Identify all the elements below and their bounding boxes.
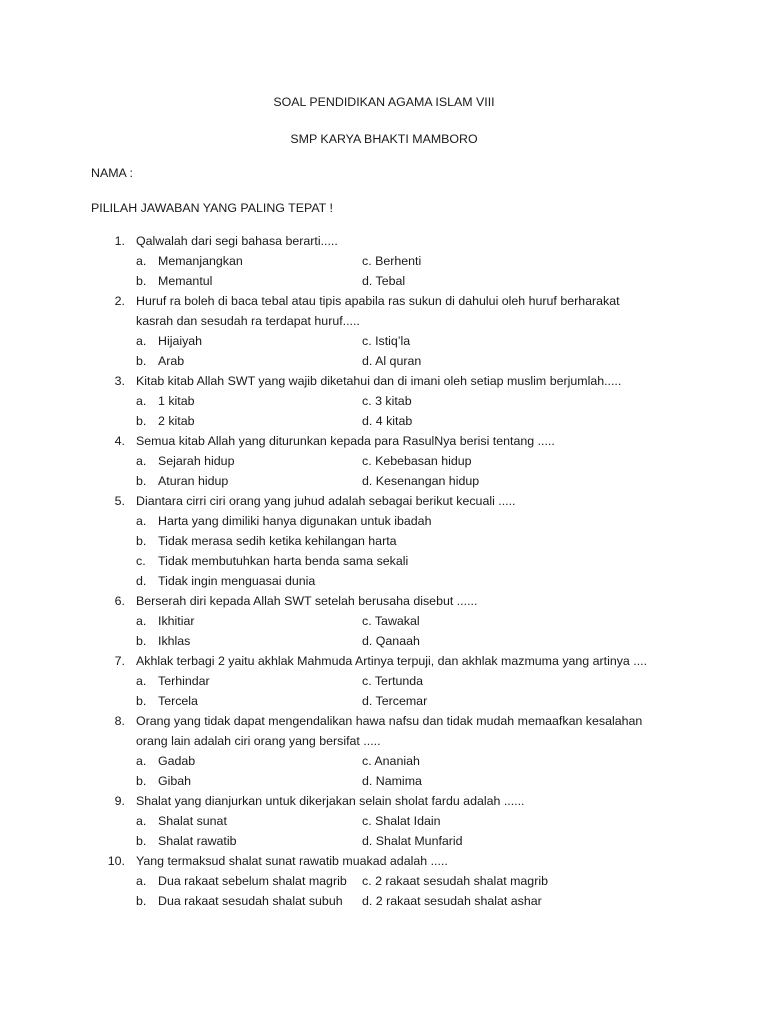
answer-options <box>0 611 768 651</box>
option-text-right: c. Ananiah <box>362 754 420 768</box>
option-text: Harta yang dimiliki hanya digunakan untuk ibadah <box>158 514 432 528</box>
option-text-right: d. Namima <box>362 774 422 788</box>
name-label: NAMA : <box>91 166 133 180</box>
option-text: Aturan hidup <box>158 474 229 488</box>
option-text-right: c. Shalat Idain <box>362 814 441 828</box>
option-text: 1 kitab <box>158 394 195 408</box>
option-text-right: c. Tawakal <box>362 614 420 628</box>
answer-option-row <box>0 771 768 791</box>
option-text: Tidak ingin menguasai dunia <box>158 574 316 588</box>
question-text: Yang termaksud shalat sunat rawatib muakad adalah ..... <box>136 854 448 868</box>
question-item <box>0 791 768 851</box>
option-text-right: c. 2 rakaat sesudah shalat magrib <box>362 874 548 888</box>
option-text: Shalat rawatib <box>158 834 237 848</box>
question-text: Qalwalah dari segi bahasa berarti..... <box>136 234 338 248</box>
answer-option-row <box>0 351 768 371</box>
option-letter: a. <box>136 614 147 628</box>
option-text: Arab <box>158 354 185 368</box>
question-number: 3. <box>114 374 125 388</box>
option-letter: a. <box>136 334 147 348</box>
answer-options <box>0 251 768 291</box>
answer-option-row <box>0 671 768 691</box>
option-letter: a. <box>136 394 147 408</box>
answer-option-row <box>0 611 768 631</box>
answer-option-row <box>0 691 768 711</box>
option-text: Tidak merasa sedih ketika kehilangan harta <box>158 534 397 548</box>
option-letter: b. <box>136 694 147 708</box>
question-item <box>0 651 768 711</box>
option-text: Dua rakaat sesudah shalat subuh <box>158 894 343 908</box>
question-item <box>0 851 768 911</box>
answer-option-row <box>0 271 768 291</box>
answer-options <box>0 331 768 371</box>
question-number: 2. <box>114 294 125 308</box>
answer-option-row <box>0 331 768 351</box>
option-text-right: d. Tebal <box>362 274 406 288</box>
answer-option-row <box>0 511 768 531</box>
option-text: Ikhitiar <box>158 614 195 628</box>
question-item <box>0 431 768 491</box>
option-text-right: d. Qanaah <box>362 634 420 648</box>
answer-options <box>0 671 768 711</box>
option-letter: a. <box>136 454 147 468</box>
option-text: Hijaiyah <box>158 334 203 348</box>
option-letter: b. <box>136 474 147 488</box>
instruction-text: PILILAH JAWABAN YANG PALING TEPAT ! <box>91 201 333 215</box>
option-letter: a. <box>136 674 147 688</box>
answer-option-row <box>0 531 768 551</box>
question-text: Shalat yang dianjurkan untuk dikerjakan selain sholat fardu adalah ...... <box>136 794 525 808</box>
question-text: Orang yang tidak dapat mengendalikan hawa nafsu dan tidak mudah memaafkan kesalahan orang lain adalah ciri orang yang bersifat ..... <box>136 714 643 748</box>
school-name: SMP KARYA BHAKTI MAMBORO <box>290 132 478 146</box>
option-text: Gadab <box>158 754 196 768</box>
option-text: Dua rakaat sebelum shalat magrib <box>158 874 347 888</box>
option-letter: b. <box>136 274 147 288</box>
answer-option-row <box>0 891 768 911</box>
option-text: Memantul <box>158 274 213 288</box>
question-item <box>0 231 768 291</box>
answer-option-row <box>0 391 768 411</box>
question-number: 8. <box>114 714 125 728</box>
option-text: Tidak membutuhkan harta benda sama sekali <box>158 554 409 568</box>
question-text: Huruf ra boleh di baca tebal atau tipis apabila ras sukun di dahului oleh huruf berharakat kasrah dan sesudah ra terdapat huruf..... <box>136 294 620 328</box>
question-number: 6. <box>114 594 125 608</box>
answer-option-row <box>0 811 768 831</box>
answer-option-row <box>0 831 768 851</box>
option-letter: a. <box>136 814 147 828</box>
answer-options <box>0 391 768 431</box>
question-item <box>0 711 768 791</box>
option-letter: c. <box>136 554 146 568</box>
option-letter: d. <box>136 574 147 588</box>
option-text-right: c. Tertunda <box>362 674 424 688</box>
answer-option-row <box>0 751 768 771</box>
option-letter: b. <box>136 894 147 908</box>
question-number: 4. <box>114 434 125 448</box>
option-text-right: c. Kebebasan hidup <box>362 454 472 468</box>
answer-option-row <box>0 251 768 271</box>
option-text: 2 kitab <box>158 414 195 428</box>
question-number: 5. <box>114 494 125 508</box>
option-letter: b. <box>136 634 147 648</box>
option-letter: a. <box>136 874 147 888</box>
option-letter: b. <box>136 834 147 848</box>
question-item <box>0 491 768 591</box>
question-number: 1. <box>114 234 125 248</box>
option-text: Tercela <box>158 694 198 708</box>
question-number: 7. <box>114 654 125 668</box>
option-text-right: c. Istiq’la <box>362 334 411 348</box>
option-text-right: c. 3 kitab <box>362 394 412 408</box>
question-text: Kitab kitab Allah SWT yang wajib diketahui dan di imani oleh setiap muslim berjumlah..... <box>136 374 622 388</box>
answer-options <box>0 871 768 911</box>
question-list <box>0 231 768 911</box>
question-text: Akhlak terbagi 2 yaitu akhlak Mahmuda Artinya terpuji, dan akhlak mazmuma yang artinya .... <box>136 654 648 668</box>
question-number: 10. <box>107 854 125 868</box>
option-text: Ikhlas <box>158 634 191 648</box>
option-letter: b. <box>136 414 147 428</box>
option-text-right: d. 4 kitab <box>362 414 413 428</box>
option-text: Terhindar <box>158 674 210 688</box>
answer-option-row <box>0 571 768 591</box>
answer-options <box>0 751 768 791</box>
document-title: SOAL PENDIDIKAN AGAMA ISLAM VIII <box>273 95 495 109</box>
option-letter: b. <box>136 774 147 788</box>
option-letter: a. <box>136 514 147 528</box>
answer-options <box>0 811 768 851</box>
question-text: Diantara cirri ciri orang yang juhud adalah sebagai berikut kecuali ..... <box>136 494 516 508</box>
option-text-right: d. Shalat Munfarid <box>362 834 463 848</box>
option-text: Shalat sunat <box>158 814 227 828</box>
question-item <box>0 291 768 371</box>
option-text: Sejarah hidup <box>158 454 235 468</box>
answer-options <box>0 451 768 491</box>
answer-option-row <box>0 551 768 571</box>
answer-option-row <box>0 411 768 431</box>
question-number: 9. <box>114 794 125 808</box>
option-letter: a. <box>136 254 147 268</box>
option-text-right: d. Kesenangan hidup <box>362 474 480 488</box>
option-text-right: c. Berhenti <box>362 254 422 268</box>
option-letter: b. <box>136 354 147 368</box>
option-letter: a. <box>136 754 147 768</box>
option-text-right: d. 2 rakaat sesudah shalat ashar <box>362 894 542 908</box>
question-item <box>0 371 768 431</box>
option-text: Memanjangkan <box>158 254 243 268</box>
question-text: Semua kitab Allah yang diturunkan kepada para RasulNya berisi tentang ..... <box>136 434 555 448</box>
answer-option-row <box>0 451 768 471</box>
option-text: Gibah <box>158 774 192 788</box>
answer-option-row <box>0 631 768 651</box>
option-letter: b. <box>136 534 147 548</box>
answer-option-row <box>0 871 768 891</box>
question-text: Berserah diri kepada Allah SWT setelah berusaha disebut ...... <box>136 594 478 608</box>
answer-options <box>0 511 768 591</box>
option-text-right: d. Tercemar <box>362 694 428 708</box>
answer-option-row <box>0 471 768 491</box>
question-item <box>0 591 768 651</box>
option-text-right: d. Al quran <box>362 354 422 368</box>
